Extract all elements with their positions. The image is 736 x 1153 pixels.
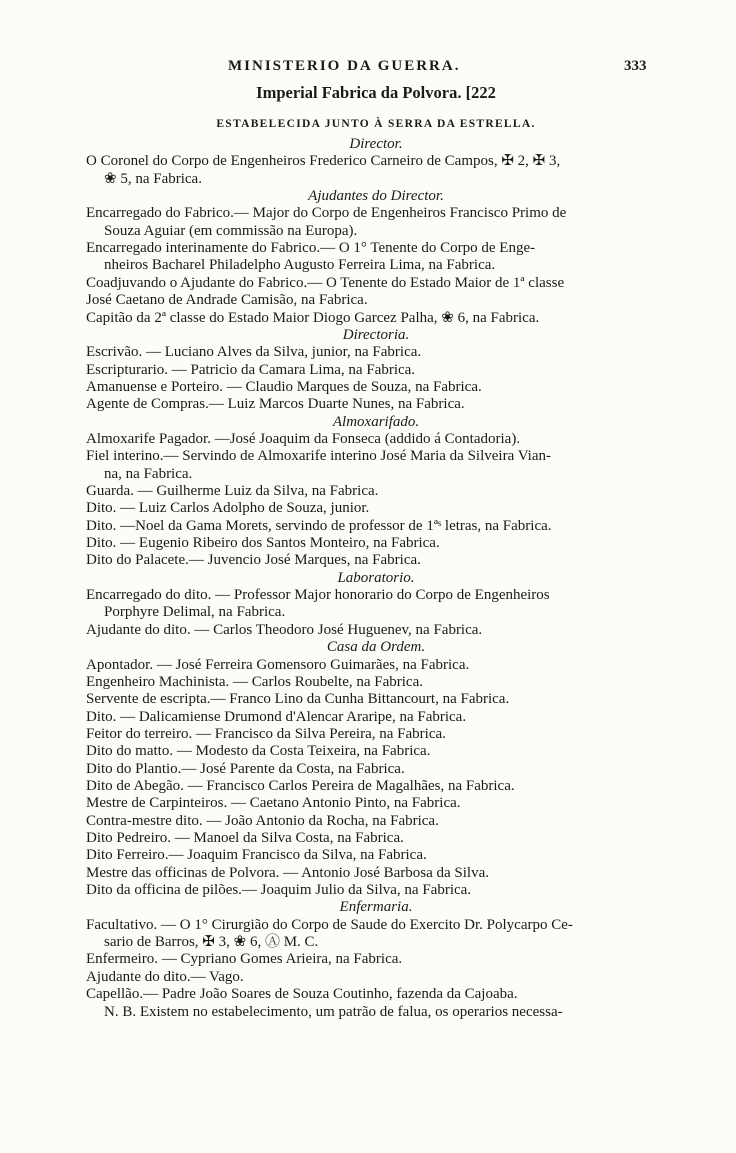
section-heading: Ajudantes do Director. [308,188,444,205]
text-line: N. B. Existem no estabelecimento, um patrão de falua, os operarios necessa- [104,1003,563,1020]
text-line: Agente de Compras.— Luiz Marcos Duarte Nunes, na Fabrica. [86,396,465,413]
text-line: Escrivão. — Luciano Alves da Silva, junior, na Fabrica. [86,344,422,361]
text-line: Escripturario. — Patricio da Camara Lima, na Fabrica. [86,361,416,378]
institution-heading: Imperial Fabrica da Polvora. [222 [256,83,496,102]
text-line: Dito do matto. — Modesto da Costa Teixeira, na Fabrica. [86,743,431,760]
text-line: Almoxarife Pagador. —José Joaquim da Fonseca (addido á Contadoria). [86,430,521,447]
text-line: Dito. — Luiz Carlos Adolpho de Souza, junior. [86,500,370,517]
text-line: Ajudante do dito.— Vago. [86,968,244,985]
text-line: Engenheiro Machinista. — Carlos Roubelte, na Fabrica. [86,673,423,690]
text-line: O Coronel do Corpo de Engenheiros Frederico Carneiro de Campos, ✠ 2, ✠ 3, [86,153,561,170]
text-line: Dito do Palacete.— Juvencio José Marques, na Fabrica. [86,552,421,569]
section-heading: Director. [349,136,403,152]
text-line: Encarregado do dito. — Professor Major honorario do Corpo de Engenheiros [86,587,550,604]
section-heading: Directoria. [342,326,410,343]
text-line: Encarregado do Fabrico.— Major do Corpo de Engenheiros Francisco Primo de [86,205,567,222]
text-line: Dito do Plantio.— José Parente da Costa, na Fabrica. [86,760,405,777]
text-line: Dito. — Dalicamiense Drumond d'Alencar Araripe, na Fabrica. [86,708,467,725]
text-line: Apontador. — José Ferreira Gomensoro Guimarães, na Fabrica. [86,656,470,673]
running-header: MINISTERIO DA GUERRA. [228,58,461,74]
text-line: Facultativo. — O 1° Cirurgião do Corpo de Saude do Exercito Dr. Polycarpo Ce- [86,916,573,933]
text-line: sario de Barros, ✠ 3, ❀ 6, Ⓐ M. C. [104,934,319,951]
text-line: Servente de escripta.— Franco Lino da Cunha Bittancourt, na Fabrica. [86,691,510,708]
section-heading: Laboratorio. [337,569,415,586]
text-line: Encarregado interinamente do Fabrico.— O 1° Tenente do Corpo de Enge- [86,240,536,257]
section-heading: Enfermaria. [339,899,413,916]
text-line: Enfermeiro. — Cypriano Gomes Arieira, na Fabrica. [86,951,403,968]
section-heading: Casa da Ordem. [326,639,426,656]
text-line: Amanuense e Porteiro. — Claudio Marques de Souza, na Fabrica. [86,378,482,395]
text-line: ❀ 5, na Fabrica. [104,170,202,187]
text-line: Dito. —Noel da Gama Morets, servindo de professor de 1ªˢ letras, na Fabrica. [86,517,552,534]
location-subheading: ESTABELECIDA JUNTO À SERRA DA ESTRELLA. [216,118,536,130]
text-line: Souza Aguiar (em commissão na Europa). [104,222,358,239]
text-line: Dito. — Eugenio Ribeiro dos Santos Monteiro, na Fabrica. [86,535,440,552]
text-line: Ajudante do dito. — Carlos Theodoro José Huguenev, na Fabrica. [86,621,483,638]
text-line: Capellão.— Padre João Soares de Souza Coutinho, fazenda da Cajoaba. [86,986,518,1003]
text-line: José Caetano de Andrade Camisão, na Fabrica. [86,292,368,309]
text-line: Dito da officina de pilões.— Joaquim Julio da Silva, na Fabrica. [86,882,472,899]
section-heading: Almoxarifado. [332,413,420,430]
text-line: na, na Fabrica. [104,465,193,482]
text-line: Mestre de Carpinteiros. — Caetano Antonio Pinto, na Fabrica. [86,795,461,812]
page-number: 333 [624,58,647,74]
text-line: Mestre das officinas de Polvora. — Antonio José Barbosa da Silva. [86,864,489,881]
text-line: Capitão da 2ª classe do Estado Maior Diogo Garcez Palha, ❀ 6, na Fabrica. [86,309,540,326]
text-line: Fiel interino.— Servindo de Almoxarife interino José Maria da Silveira Vian- [86,448,551,465]
text-line: nheiros Bacharel Philadelpho Augusto Ferreira Lima, na Fabrica. [104,257,496,274]
text-line: Guarda. — Guilherme Luiz da Silva, na Fabrica. [86,483,379,499]
text-line: Feitor do terreiro. — Francisco da Silva Pereira, na Fabrica. [86,725,446,742]
text-line: Dito de Abegão. — Francisco Carlos Pereira de Magalhães, na Fabrica. [86,777,515,794]
text-line: Coadjuvando o Ajudante do Fabrico.— O Tenente do Estado Maior de 1ª classe [86,274,565,291]
text-line: Porphyre Delimal, na Fabrica. [104,604,286,621]
text-line: Dito Pedreiro. — Manoel da Silva Costa, na Fabrica. [86,830,404,846]
text-line: Dito Ferreiro.— Joaquim Francisco da Silva, na Fabrica. [86,847,427,864]
text-line: Contra-mestre dito. — João Antonio da Rocha, na Fabrica. [86,812,439,829]
